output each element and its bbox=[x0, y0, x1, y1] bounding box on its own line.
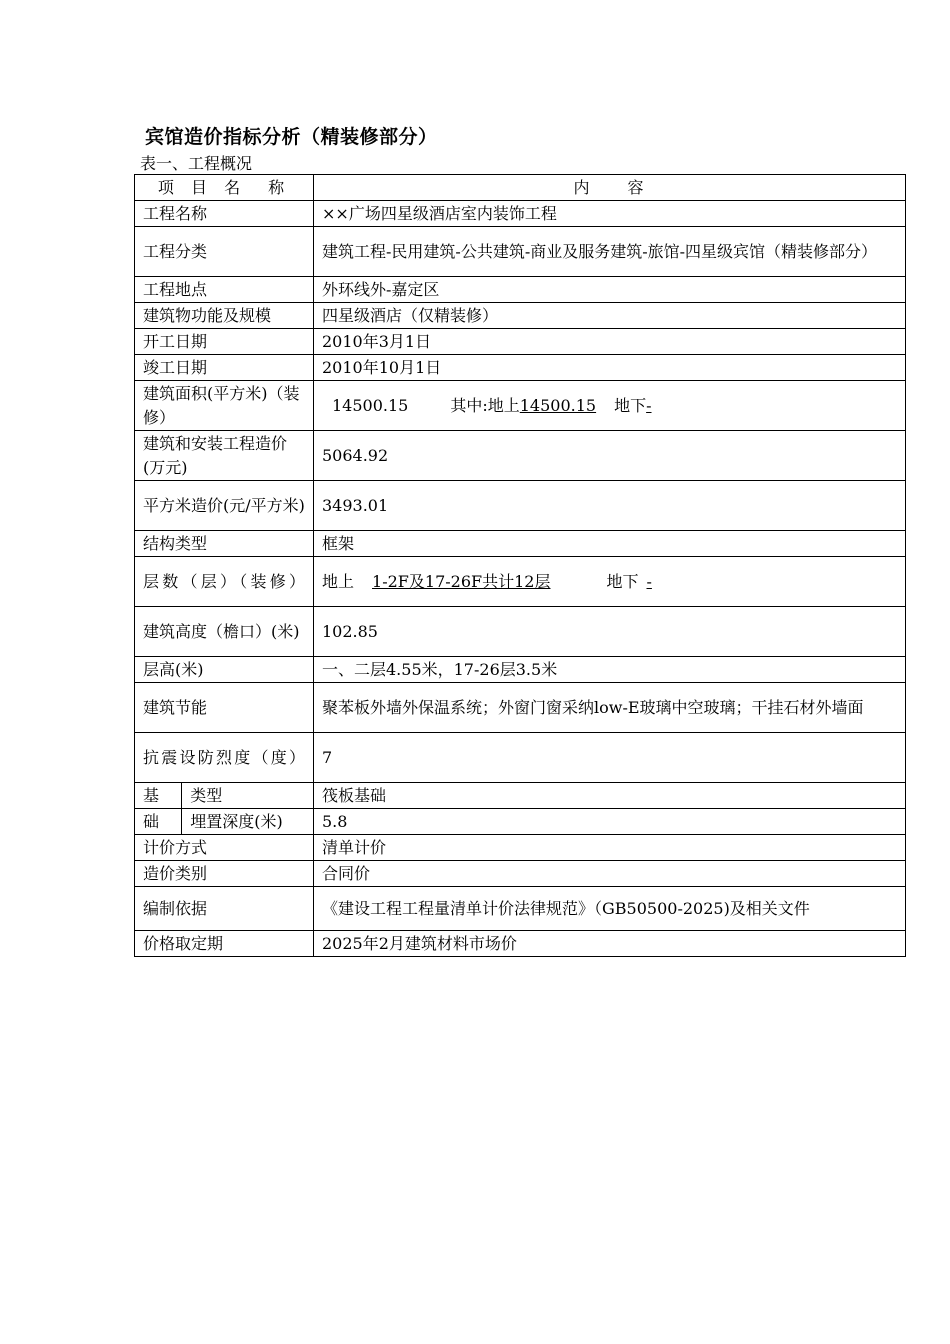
table-row bbox=[135, 835, 906, 861]
row-label: 工程分类 bbox=[135, 227, 314, 277]
row-value: 合同价 bbox=[314, 861, 906, 887]
foundation-label-bottom: 础 bbox=[135, 809, 182, 835]
row-value: 建筑工程-民用建筑-公共建筑-商业及服务建筑-旅馆-四星级宾馆（精装修部分） bbox=[314, 227, 906, 277]
document-title: 宾馆造价指标分析（精装修部分） bbox=[145, 126, 438, 148]
row-label: 建筑高度（檐口）(米) bbox=[135, 607, 314, 657]
row-label: 价格取定期 bbox=[135, 931, 314, 957]
table-row bbox=[135, 809, 906, 835]
area-total: 14500.15 bbox=[332, 395, 409, 415]
row-value: 外环线外-嘉定区 bbox=[314, 277, 906, 303]
row-label: 结构类型 bbox=[135, 531, 314, 557]
row-label: 工程地点 bbox=[135, 277, 314, 303]
table-row bbox=[135, 481, 906, 531]
table-row bbox=[135, 861, 906, 887]
foundation-depth-label: 埋置深度(米) bbox=[182, 809, 314, 835]
table-row bbox=[135, 431, 906, 481]
row-value: 筏板基础 bbox=[314, 783, 906, 809]
table-caption: 表一、工程概况 bbox=[140, 154, 253, 173]
row-value: 2025年2月建筑材料市场价 bbox=[314, 931, 906, 957]
row-value: 5064.92 bbox=[314, 431, 906, 481]
row-label: 竣工日期 bbox=[135, 355, 314, 381]
table-row bbox=[135, 531, 906, 557]
area-above: 14500.15 bbox=[519, 395, 597, 415]
row-value: ××广场四星级酒店室内装饰工程 bbox=[314, 201, 906, 227]
row-value: 清单计价 bbox=[314, 835, 906, 861]
table-row bbox=[135, 277, 906, 303]
table-row bbox=[135, 733, 906, 783]
row-label: 建筑面积(平方米)（装修） bbox=[135, 381, 314, 431]
row-label: 层高(米) bbox=[135, 657, 314, 683]
row-label: 抗震设防烈度（度） bbox=[135, 733, 314, 783]
row-value: 四星级酒店（仅精装修） bbox=[314, 303, 906, 329]
row-label: 建筑和安装工程造价(万元) bbox=[135, 431, 314, 481]
area-below: - bbox=[646, 395, 652, 415]
project-overview-table bbox=[134, 174, 906, 957]
header-content: 内 容 bbox=[314, 175, 906, 201]
row-value: 102.85 bbox=[314, 607, 906, 657]
table-row bbox=[135, 783, 906, 809]
row-label: 层数（层）（装修） bbox=[135, 557, 314, 607]
row-value: 7 bbox=[314, 733, 906, 783]
table-row bbox=[135, 557, 906, 607]
row-value: 5.8 bbox=[314, 809, 906, 835]
row-label: 平方米造价(元/平方米) bbox=[135, 481, 314, 531]
header-item: 项 目 名 称 bbox=[135, 175, 314, 201]
foundation-type-label: 类型 bbox=[182, 783, 314, 809]
row-label: 建筑节能 bbox=[135, 683, 314, 733]
row-value bbox=[314, 381, 906, 431]
area-of-which-label: 其中:地上 bbox=[450, 395, 520, 415]
table-row bbox=[135, 683, 906, 733]
floors-above-label: 地上 bbox=[322, 571, 355, 591]
foundation-label-top: 基 bbox=[135, 783, 182, 809]
table-row bbox=[135, 607, 906, 657]
row-value: 一、二层4.55米，17-26层3.5米 bbox=[314, 657, 906, 683]
area-below-label: 地下 bbox=[614, 395, 647, 415]
row-value: 2010年10月1日 bbox=[314, 355, 906, 381]
table-row bbox=[135, 227, 906, 277]
floors-below-label: 地下 bbox=[606, 571, 639, 591]
table-header-row bbox=[135, 175, 906, 201]
floors-below: - bbox=[646, 571, 652, 591]
table-row bbox=[135, 201, 906, 227]
row-label: 建筑物功能及规模 bbox=[135, 303, 314, 329]
table-row bbox=[135, 355, 906, 381]
row-label: 计价方式 bbox=[135, 835, 314, 861]
table-row bbox=[135, 887, 906, 931]
row-value: 3493.01 bbox=[314, 481, 906, 531]
row-value: 2010年3月1日 bbox=[314, 329, 906, 355]
row-label: 工程名称 bbox=[135, 201, 314, 227]
row-value: 框架 bbox=[314, 531, 906, 557]
row-label: 开工日期 bbox=[135, 329, 314, 355]
row-value: 《建设工程工程量清单计价法律规范》（GB50500-2025)及相关文件 bbox=[314, 887, 906, 931]
table-row bbox=[135, 329, 906, 355]
floors-above: 1-2F及17-26F共计12层 bbox=[372, 571, 551, 591]
row-value bbox=[314, 557, 906, 607]
row-label: 造价类别 bbox=[135, 861, 314, 887]
table-row bbox=[135, 303, 906, 329]
table-row bbox=[135, 657, 906, 683]
row-label: 编制依据 bbox=[135, 887, 314, 931]
table-row bbox=[135, 931, 906, 957]
row-value: 聚苯板外墙外保温系统；外窗门窗采纳low-E玻璃中空玻璃；干挂石材外墙面 bbox=[314, 683, 906, 733]
table-row bbox=[135, 381, 906, 431]
